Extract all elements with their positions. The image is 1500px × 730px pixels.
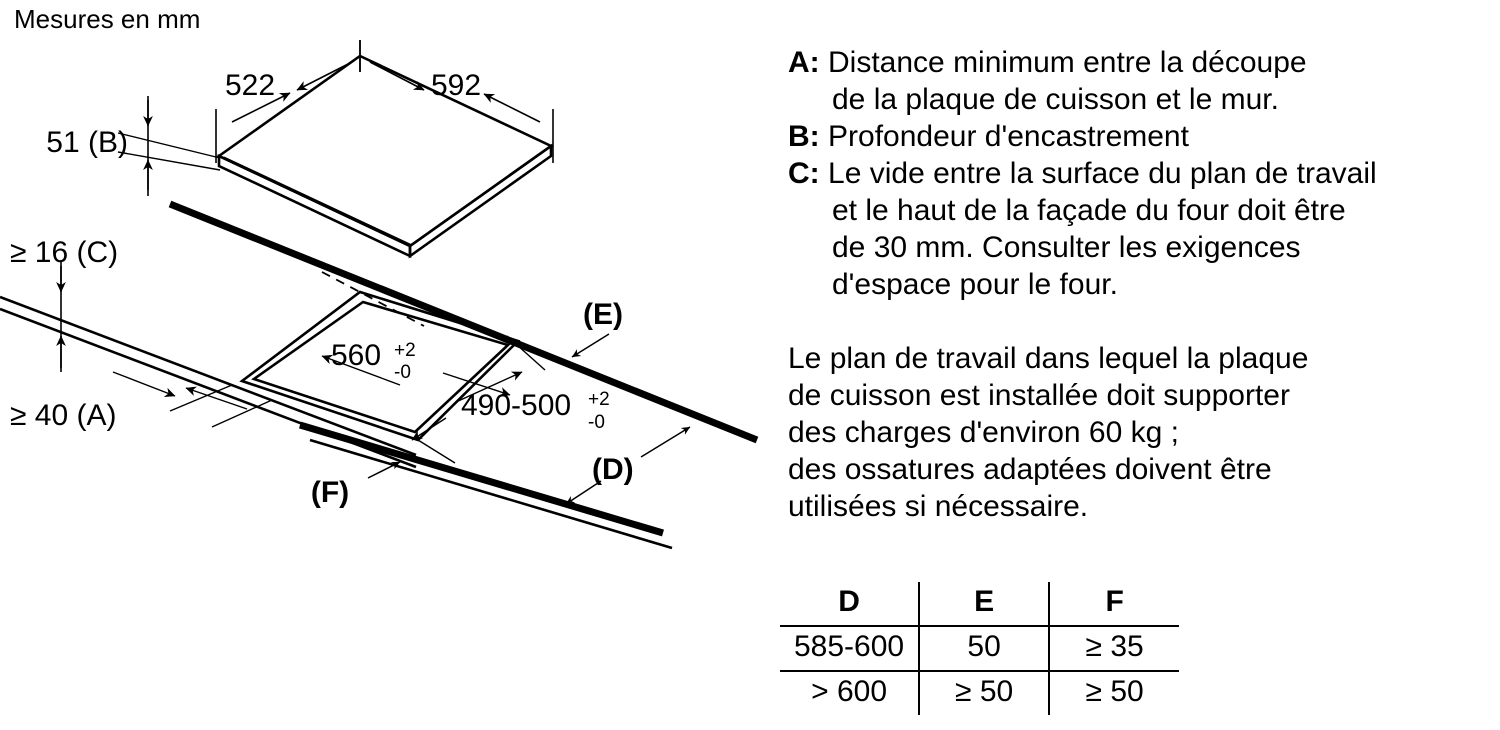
legend-text-C-line1: Le vide entre la surface du plan de travail [828,157,1377,190]
legend-item-C [788,155,1500,192]
dimension-560-tol-plus: +2 [394,340,416,361]
dimension-490-500-tol-plus: +2 [588,389,610,410]
table-row [780,626,1179,671]
dimension-490-500-tol-minus: -0 [588,412,605,433]
callout-label-D: (D) [592,453,634,486]
table-header-F: F [1049,582,1179,626]
callout-label-E: (E) [583,298,623,331]
table-cell-e-2: ≥ 50 [919,671,1049,715]
legend-text-C-line3: de 30 mm. Consulter les exigences [832,231,1301,264]
note-line-1: Le plan de travail dans lequel la plaque [788,342,1309,375]
legend-key-B: B: [788,120,820,153]
legend-key-C: C: [788,157,820,190]
legend-text-A-line1: Distance minimum entre la découpe [828,46,1307,79]
legend-text-C-line2: et le haut de la façade du four doit être [832,194,1346,227]
table-header-row [780,582,1179,626]
table-cell-d-2: > 600 [811,675,888,708]
callout-leader-E [572,334,609,357]
legend-text-B-line1: Profondeur d'encastrement [828,120,1189,153]
callout-leader-F [368,462,400,478]
dimension-label-51-B: 51 (B) [46,126,128,159]
dimension-label-592: 592 [430,69,482,102]
dimension-label-560: 560 [331,339,382,372]
page-title: Mesures en mm [14,4,201,34]
dimension-label-40-A: ≥ 40 (A) [10,399,117,432]
legend-text-A-line2: de la plaque de cuisson et le mur. [832,83,1279,116]
note-line-4: des ossatures adaptées doivent être [788,453,1272,486]
legend-key-A: A: [788,46,820,79]
dimension-label-490-500: 490-500 [461,389,572,422]
dimension-label-16-C: ≥ 16 (C) [10,236,119,269]
table-cell-f-2: ≥ 50 [1049,671,1179,715]
note-line-2: de cuisson est installée doit supporter [788,379,1290,412]
callout-label-F: (F) [310,476,350,509]
worktop-load-note [788,340,1500,525]
note-line-5: utilisées si nécessaire. [788,490,1089,523]
note-line-3: des charges d'environ 60 kg ; [788,416,1179,449]
legend-block [788,44,1500,303]
table-header-D: D [780,582,919,626]
dimension-label-522: 522 [224,69,276,102]
table-row [780,671,1179,715]
table-cell-e-1: 50 [919,626,1049,671]
dimension-40-A [113,372,272,427]
clearance-table [780,582,1179,715]
legend-item-A [788,44,1500,81]
legend-item-B [788,118,1500,155]
dimension-560-tol-minus: -0 [394,362,411,383]
table-cell-f-1: ≥ 35 [1049,626,1179,671]
table-cell-d-1: 585-600 [780,626,919,671]
table-header-E: E [919,582,1049,626]
dimension-51-B [118,96,220,196]
legend-text-C-line4: d'espace pour le four. [832,268,1118,301]
